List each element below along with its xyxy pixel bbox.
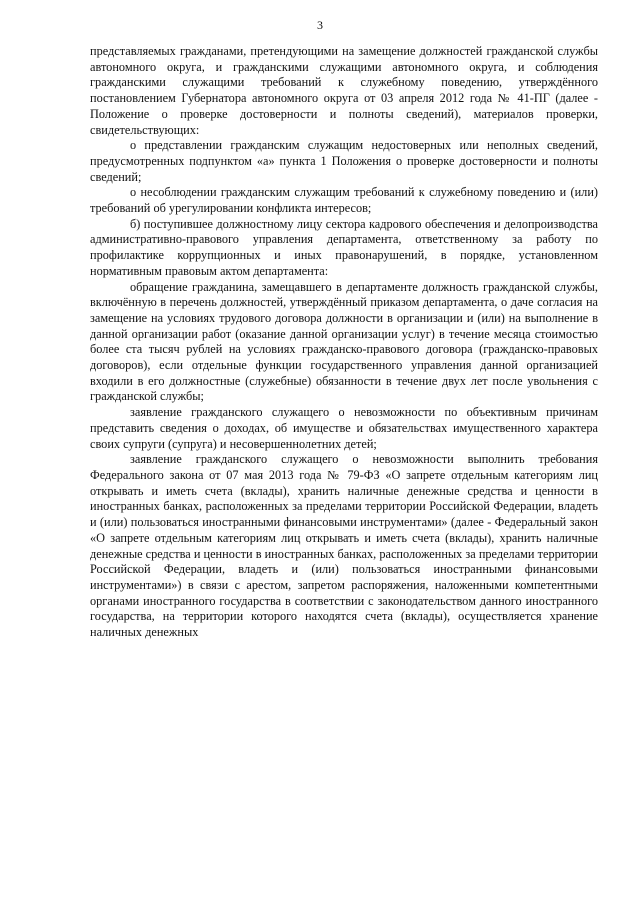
page-number: 3	[317, 18, 323, 32]
paragraph-unreliable-info: о представлении гражданским служащим недостоверных или неполных сведений, предусмотренных подпунктом «а» пункта 1 Положения о проверке достоверности и полноты сведений;	[90, 138, 598, 184]
paragraph-citizen-appeal: обращение гражданина, замещавшего в департаменте должность гражданской службы, включённую в перечень должностей, утверждённый приказом департамента, о даче согласия на замещение на условиях трудового договора должности в организации и (или) на выполнение в данной организации работ (оказание данной организации услуг) в течение месяца стоимостью более ста тысяч рублей на условиях гражданско-правового договора (гражданско-правовых договоров), если отдельные функции государственного управления данной организацией входили в его должностные (служебные) обязанности в течение двух лет после увольнения с гражданской службы;	[90, 279, 598, 404]
paragraph-item-b: б) поступившее должностному лицу сектора кадрового обеспечения и делопроизводства административно-правового управления департамента, ответственному за работу по профилактике коррупционных и иных правонарушений, в порядке, установленном нормативным правовым актом департамента:	[90, 216, 598, 278]
paragraph-foreign-accounts: заявление гражданского служащего о невозможности выполнить требования Федерального закона от 07 мая 2013 года № 79-ФЗ «О запрете отдельным категориям лиц открывать и иметь счета (вклады), хранить наличные денежные средства и ценности в иностранных банках, расположенных за пределами территории Российской Федерации, владеть и (или) пользоваться иностранными финансовыми инструментами» (далее - Федеральный закон «О запрете отдельным категориям лиц открывать и иметь счета (вклады), хранить наличные денежные средства и ценности в иностранных банках, расположенных за пределами территории Российской Федерации, владеть и (или) пользоваться иностранными финансовыми инструментами») в связи с арестом, запретом распоряжения, наложенными компетентными органами иностранного государства в соответствии с законодательством данного иностранного государства, на территории которого находятся счета (вклады), осуществляется хранение наличных денежных	[90, 452, 598, 640]
paragraph-income-statement: заявление гражданского служащего о невозможности по объективным причинам представить сведения о доходах, об имуществе и обязательствах имущественного характера своих супруги (супруга) и несовершеннолетних детей;	[90, 405, 598, 451]
paragraph-conduct-noncompliance: о несоблюдении гражданским служащим требований к служебному поведению и (или) требований об урегулировании конфликта интересов;	[90, 185, 598, 216]
paragraph-continuation: представляемых гражданами, претендующими на замещение должностей гражданской службы автономного округа, и гражданскими служащими автономного округа, и соблюдения гражданскими служащими требований к служебному поведению, утверждённого постановлением Губернатора автономного округа от 03 апреля 2012 года № 41-ПГ (далее - Положение о проверке достоверности и полноты сведений), материалов проверки, свидетельствующих:	[90, 44, 598, 137]
document-body	[90, 44, 598, 641]
